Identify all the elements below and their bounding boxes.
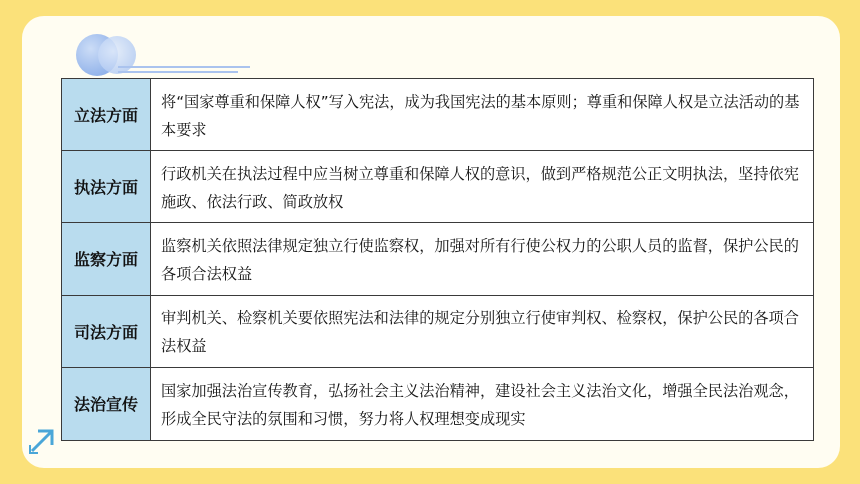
rights-table <box>61 78 814 441</box>
row-content-publicity: 国家加强法治宣传教育，弘扬社会主义法治精神，建设社会主义法治文化，增强全民法治观念，形成全民守法的氛围和习惯，努力将人权理想变成现实 <box>151 368 813 440</box>
row-content-supervision: 监察机关依照法律规定独立行使监察权，加强对所有行使公权力的公职人员的监督，保护公民的各项合法权益 <box>151 223 813 295</box>
row-label-supervision: 监察方面 <box>62 223 151 295</box>
row-label-legislation: 立法方面 <box>62 79 151 151</box>
row-content-enforcement: 行政机关在执法过程中应当树立尊重和保障人权的意识，做到严格规范公正文明执法，坚持依宪施政、依法行政、简政放权 <box>151 151 813 223</box>
row-content-judiciary: 审判机关、检察机关要依照宪法和法律的规定分别独立行使审判权、检察权，保护公民的各项合法权益 <box>151 296 813 368</box>
stripe-decoration <box>118 66 250 68</box>
row-label-judiciary: 司法方面 <box>62 296 151 368</box>
bubble-decoration-light <box>98 36 136 74</box>
row-label-enforcement: 执法方面 <box>62 151 151 223</box>
arrow-icon <box>28 425 60 455</box>
row-content-legislation: 将“国家尊重和保障人权”写入宪法，成为我国宪法的基本原则；尊重和保障人权是立法活动的基本要求 <box>151 79 813 151</box>
row-label-publicity: 法治宣传 <box>62 368 151 440</box>
stripe-decoration <box>118 71 238 73</box>
